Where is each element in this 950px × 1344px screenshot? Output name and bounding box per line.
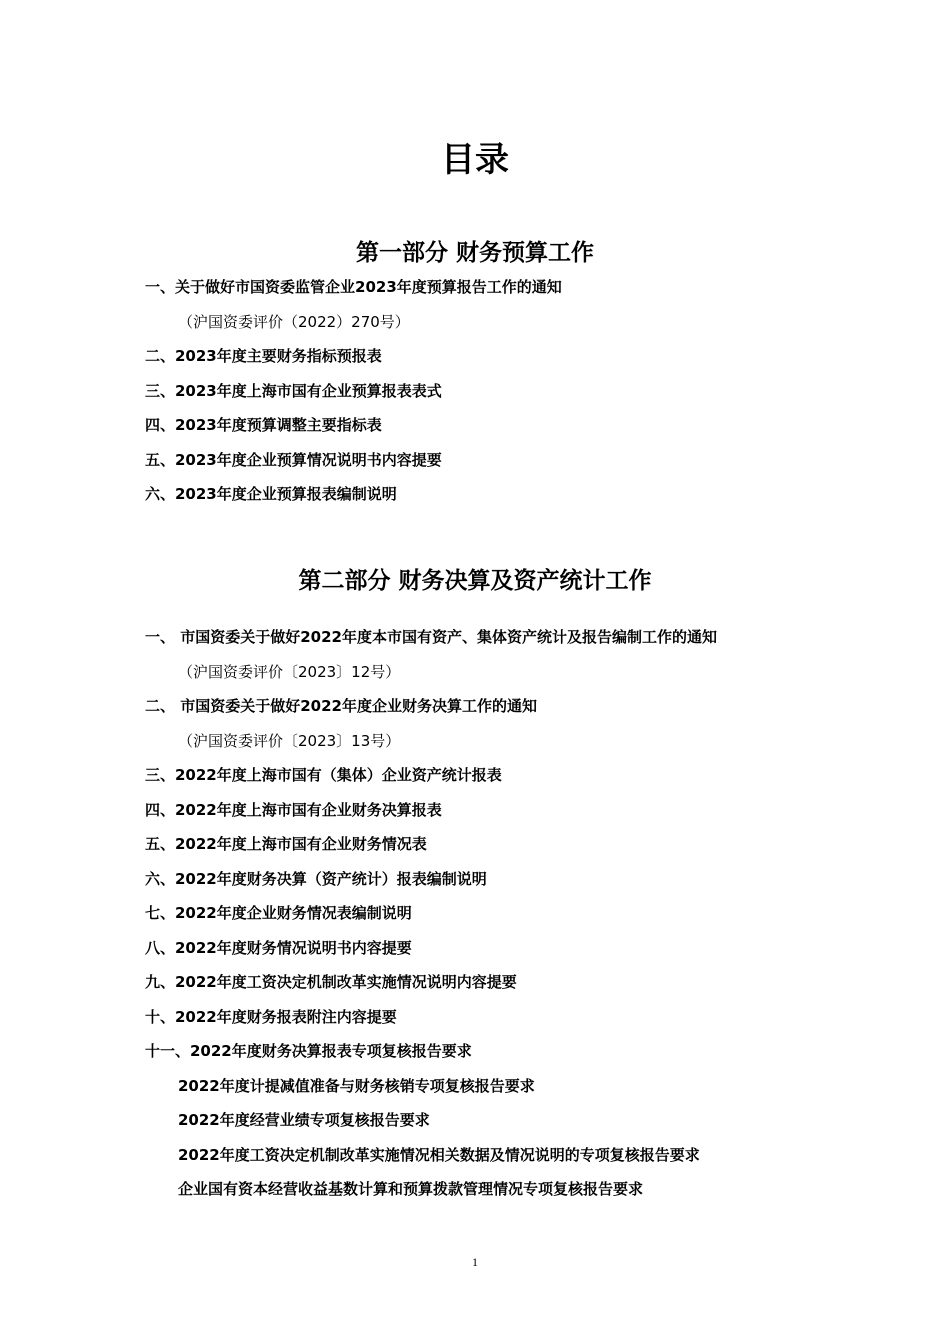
- toc-item[interactable]: 十、2022年度财务报表附注内容提要: [145, 1008, 397, 1026]
- toc-item[interactable]: 二、2023年度主要财务指标预报表: [145, 347, 382, 365]
- toc-item[interactable]: 十一、2022年度财务决算报表专项复核报告要求: [145, 1042, 472, 1060]
- toc-item[interactable]: 八、2022年度财务情况说明书内容提要: [145, 939, 412, 957]
- part1-heading: 第一部分 财务预算工作: [355, 240, 594, 266]
- page-number: 1: [472, 1255, 478, 1269]
- toc-item[interactable]: 七、2022年度企业财务情况表编制说明: [145, 904, 412, 922]
- page-title: 目录: [441, 140, 509, 180]
- toc-item[interactable]: 六、2022年度财务决算（资产统计）报表编制说明: [145, 870, 487, 888]
- toc-item-doc-number: （沪国资委评价〔2023〕13号）: [178, 732, 401, 750]
- toc-item-doc-number: （沪国资委评价〔2023〕12号）: [178, 663, 401, 681]
- toc-item[interactable]: 五、2023年度企业预算情况说明书内容提要: [145, 451, 442, 469]
- toc-subitem[interactable]: 2022年度工资决定机制改革实施情况相关数据及情况说明的专项复核报告要求: [178, 1146, 700, 1164]
- toc-subitem[interactable]: 2022年度计提减值准备与财务核销专项复核报告要求: [178, 1077, 535, 1095]
- toc-subitem[interactable]: 2022年度经营业绩专项复核报告要求: [178, 1111, 430, 1129]
- toc-item[interactable]: 四、2022年度上海市国有企业财务决算报表: [145, 801, 442, 819]
- toc-item[interactable]: 五、2022年度上海市国有企业财务情况表: [145, 835, 427, 853]
- toc-item[interactable]: 一、关于做好市国资委监管企业2023年度预算报告工作的通知: [145, 278, 562, 296]
- toc-item[interactable]: 九、2022年度工资决定机制改革实施情况说明内容提要: [145, 973, 517, 991]
- toc-subitem[interactable]: 企业国有资本经营收益基数计算和预算拨款管理情况专项复核报告要求: [178, 1180, 644, 1198]
- part2-heading: 第二部分 财务决算及资产统计工作: [298, 568, 652, 594]
- toc-item[interactable]: 二、 市国资委关于做好2022年度企业财务决算工作的通知: [145, 697, 537, 715]
- toc-item[interactable]: 四、2023年度预算调整主要指标表: [145, 416, 382, 434]
- toc-item[interactable]: 六、2023年度企业预算报表编制说明: [145, 485, 397, 503]
- toc-item-doc-number: （沪国资委评价（2022）270号）: [178, 313, 410, 331]
- toc-item[interactable]: 三、2022年度上海市国有（集体）企业资产统计报表: [145, 766, 502, 784]
- toc-item[interactable]: 三、2023年度上海市国有企业预算报表表式: [145, 382, 442, 400]
- toc-item[interactable]: 一、 市国资委关于做好2022年度本市国有资产、集体资产统计及报告编制工作的通知: [145, 628, 717, 646]
